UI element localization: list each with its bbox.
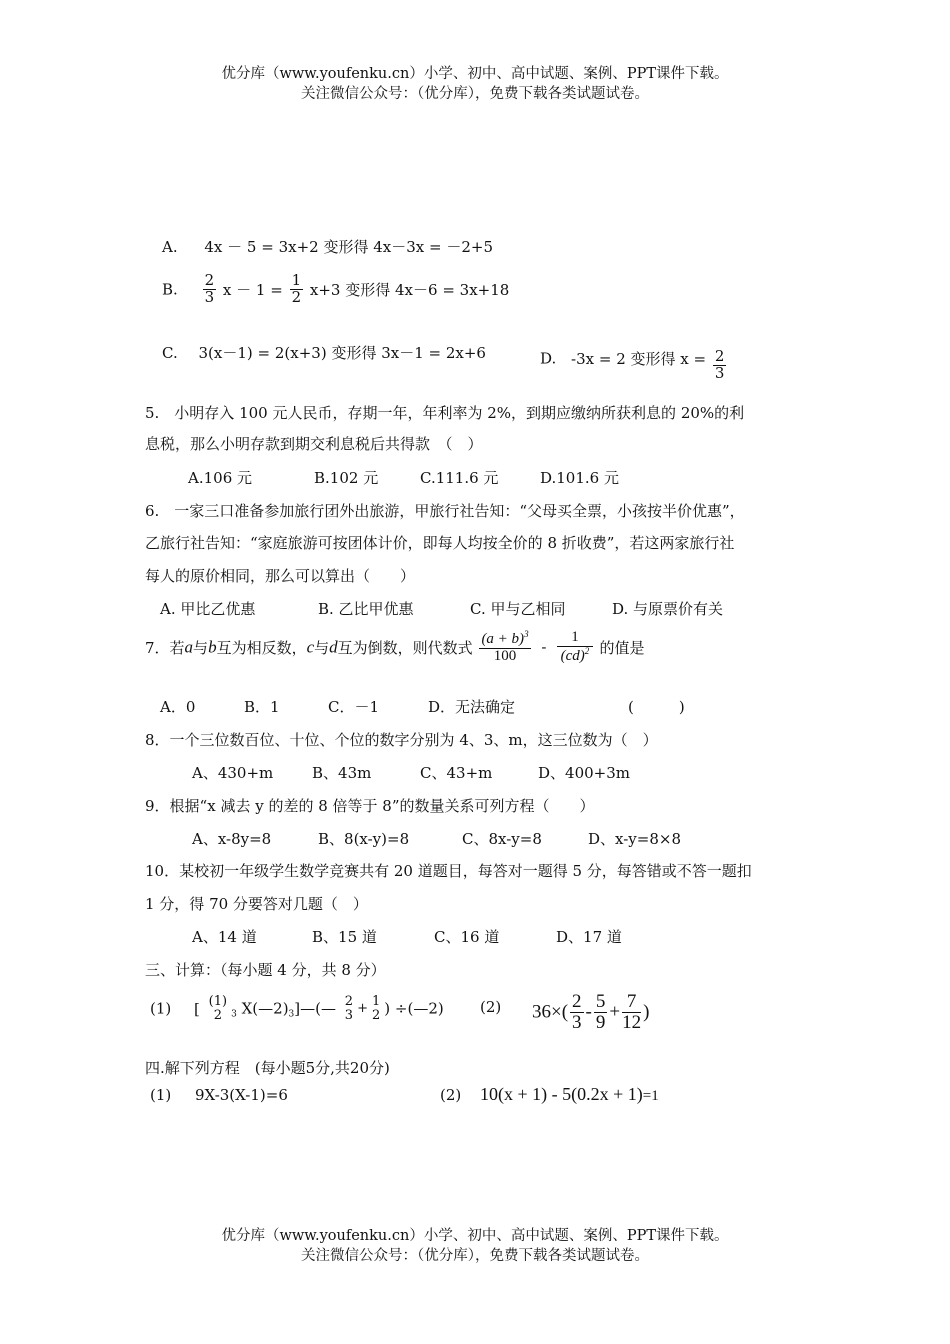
section-3-title: 三、计算：（每小题 4 分，共 8 分） [145,961,386,979]
footer-line-1: 优分库（www.youfenku.cn）小学、初中、高中试题、案例、PPT课件下载。 [221,1228,729,1244]
footer-line-2: 关注微信公众号：（优分库），免费下载各类试题试卷。 [301,1248,649,1264]
q10-option-c: C、16 道 [434,928,500,946]
q10-line-1: 10．某校初一年级学生数学竞赛共有 20 道题目，每答对一题得 5 分，每答错或不答一题扣 [145,862,752,880]
s3-p2-fraction-1 [570,992,584,1033]
section-3-problem-1 [150,995,444,1022]
q5-line-1: 5. 小明存入 100 元人民币，存期一年，年利率为 2%，到期应缴纳所获利息的 20%的利 [145,404,745,422]
q6-option-b: B. 乙比甲优惠 [318,600,414,618]
q7-f1-num: (a + b) [481,631,525,647]
s3-p1-divide: ÷ [394,999,408,1018]
q9-line: 9．根据“x 减去 y 的差的 8 倍等于 8”的数量关系可列方程（ ） [145,797,595,815]
q4-c-label: C. [162,344,178,362]
q7-post: 的值是 [599,638,645,657]
q5-option-d: D.101.6 元 [540,469,619,487]
s3-p2-fraction-2 [594,992,608,1033]
q7-f2-exp: 2 [584,645,590,656]
fraction-numerator: 1 [371,994,381,1009]
q9-option-c: C、8x-y=8 [462,830,542,848]
s3-p1-plus: + [357,1001,368,1017]
fraction-denominator: 2 [371,1007,381,1023]
q7-option-a: A．0 [160,698,196,716]
fraction-denominator: 3 [572,1011,582,1033]
header-line-2: 关注微信公众号：（优分库），免费下载各类试题试卷。 [301,86,649,102]
q6-line-3: 每人的原价相同，那么可以算出（ ） [145,567,416,585]
fraction-denominator [557,647,593,665]
q6-option-a: A. 甲比乙优惠 [160,600,256,618]
q9-option-b: B、8(x-y)=8 [318,830,410,848]
q7-stem [145,630,645,665]
fraction-numerator: 2 [714,347,725,365]
q4-d-fraction [713,349,727,382]
q7-f2-den: (cd) [560,647,585,664]
q5-option-b: B.102 元 [314,469,379,487]
section-4-problem-1: 9X-3(X-1)=6 [195,1086,288,1104]
q7-fraction-1 [479,630,530,665]
section-4-problem-2 [480,1084,659,1105]
q7-option-b: B．1 [244,698,280,716]
q4-b-fraction-1 [203,273,217,306]
fraction-denominator: 3 [344,1007,354,1023]
s3-p1-fraction-3 [370,995,382,1022]
fraction-numerator: 5 [595,991,606,1012]
q7-t4: 互为倒数，则代数式 [337,638,473,657]
s3-p1-fraction-1 [207,995,229,1022]
q4-b-tail: x+3 变形得 4x－6 = 3x+18 [309,280,510,299]
section-3-problem-2 [532,992,649,1033]
q4-a-label: A. [162,238,178,256]
q7-minus: - [541,638,547,657]
q10-option-d: D、17 道 [556,928,622,946]
q7-option-c: C．－1 [328,698,380,716]
q6-line-1: 6. 一家三口准备参加旅行团外出旅游，甲旅行社告知：“父母买全票，小孩按半价优惠”， [145,502,745,520]
fraction-numerator: 1 [557,630,593,647]
q4-b-label: B. [162,280,178,299]
q4-c-text: 3(x－1) = 2(x+3) 变形得 3x－1 = 2x+6 [198,344,486,362]
fraction-denominator: 3 [204,287,215,306]
q8-option-c: C、43+m [420,764,493,782]
q7-answer-blank: ( ) [628,698,685,716]
q10-option-a: A、14 道 [192,928,257,946]
q7-t3: 与 [314,638,330,657]
s3-p1-fraction-2 [343,995,355,1022]
q5-option-a: A.106 元 [188,469,252,487]
q9-option-a: A、x-8y=8 [192,830,272,848]
q7-var-b: b [208,637,217,657]
fraction-denominator: 3 [714,363,725,382]
s3-p1-label: (1) [150,999,172,1018]
fraction-denominator: 12 [622,1011,642,1033]
q7-fraction-2 [557,630,593,665]
q6-option-d: D. 与原票价有关 [612,600,724,618]
q7-option-d: D．无法确定 [428,698,516,716]
s3-p1-exp-2: 3 [288,1009,295,1020]
fraction-numerator: 1 [291,271,302,289]
fraction-denominator: 9 [595,1011,606,1033]
q4-d-label: D. [540,349,557,368]
q7-var-d: d [329,637,338,657]
q4-a-text: 4x － 5 = 3x+2 变形得 4x－3x = －2+5 [204,238,493,256]
s3-p1-neg2: (—2) [252,999,289,1018]
s3-p1-end: (—2) [407,999,444,1018]
fraction-numerator: 2 [572,991,582,1012]
fraction-denominator: 2 [213,1007,223,1023]
q4-option-d [540,335,728,382]
q4-d-text: -3x = 2 变形得 x = [571,349,707,368]
q10-option-b: B、15 道 [312,928,377,946]
s3-p1-times: X [241,999,253,1018]
section-4-problem-1-label: (1) [150,1086,172,1104]
q5-line-2: 息税，那么小明存款到期交利息税后共得款 （ ） [145,435,483,453]
fraction-denominator: 100 [493,647,517,664]
s3-p1-open-bracket: [ [194,999,200,1018]
s3-p1-exp-1: 3 [231,1009,237,1020]
q6-line-2: 乙旅行社告知：“家庭旅游可按团体计价，即每人均按全价的 8 折收费”，若这两家旅行社 [145,534,735,552]
q4-b-mid: x － 1 = [222,280,283,299]
s3-p2-fraction-3 [622,992,641,1033]
header-line-1: 优分库（www.youfenku.cn）小学、初中、高中试题、案例、PPT课件下载。 [221,66,729,82]
s4-p2-end: =1 [642,1088,659,1104]
q7-t1: 与 [193,638,209,657]
fraction-numerator [479,630,530,649]
q4-b-fraction-2 [290,273,304,306]
q6-option-c: C. 甲与乙相同 [470,600,566,618]
q7-t2: 互为相反数， [216,638,307,657]
q4-option-b [162,273,509,306]
section-4-problem-2-label: (2) [440,1086,462,1104]
fraction-numerator: 2 [204,271,215,289]
fraction-numerator: 2 [344,994,354,1009]
q7-pre: 7．若 [145,638,185,657]
q7-var-a: a [184,637,194,657]
section-4-title: 四.解下列方程 (每小题5分,共20分) [145,1059,390,1077]
fraction-numerator: 7 [622,992,641,1013]
q5-option-c: C.111.6 元 [420,469,499,487]
q8-option-d: D、400+3m [538,764,630,782]
s3-p2-minus: - [585,1001,592,1023]
q7-var-c: c [306,637,315,657]
q8-line: 8．一个三位数百位、十位、个位的数字分别为 4、3、m，这三位数为（ ） [145,731,658,749]
s3-p2-pre: 36×( [532,1001,569,1023]
fraction-denominator: 2 [291,287,302,306]
q8-option-a: A、430+m [192,764,274,782]
s3-p1-rparen: ) [384,999,391,1018]
q10-line-2: 1 分，得 70 分要答对几题（ ） [145,895,368,913]
s3-p2-plus: + [609,1001,621,1023]
q4-option-a [162,236,493,257]
fraction-numerator: (1) [208,994,228,1009]
s4-p2-expression: 10(x + 1) - 5(0.2x + 1) [480,1084,643,1104]
s3-p2-post: ) [643,1001,650,1023]
section-3-problem-2-label: (2) [480,998,502,1016]
q9-option-d: D、x-y=8×8 [588,830,681,848]
q4-option-c [162,342,486,363]
q7-f1-exp: 3 [524,629,529,639]
q8-option-b: B、43m [312,764,372,782]
s3-p1-close: ]—(— [294,999,336,1018]
